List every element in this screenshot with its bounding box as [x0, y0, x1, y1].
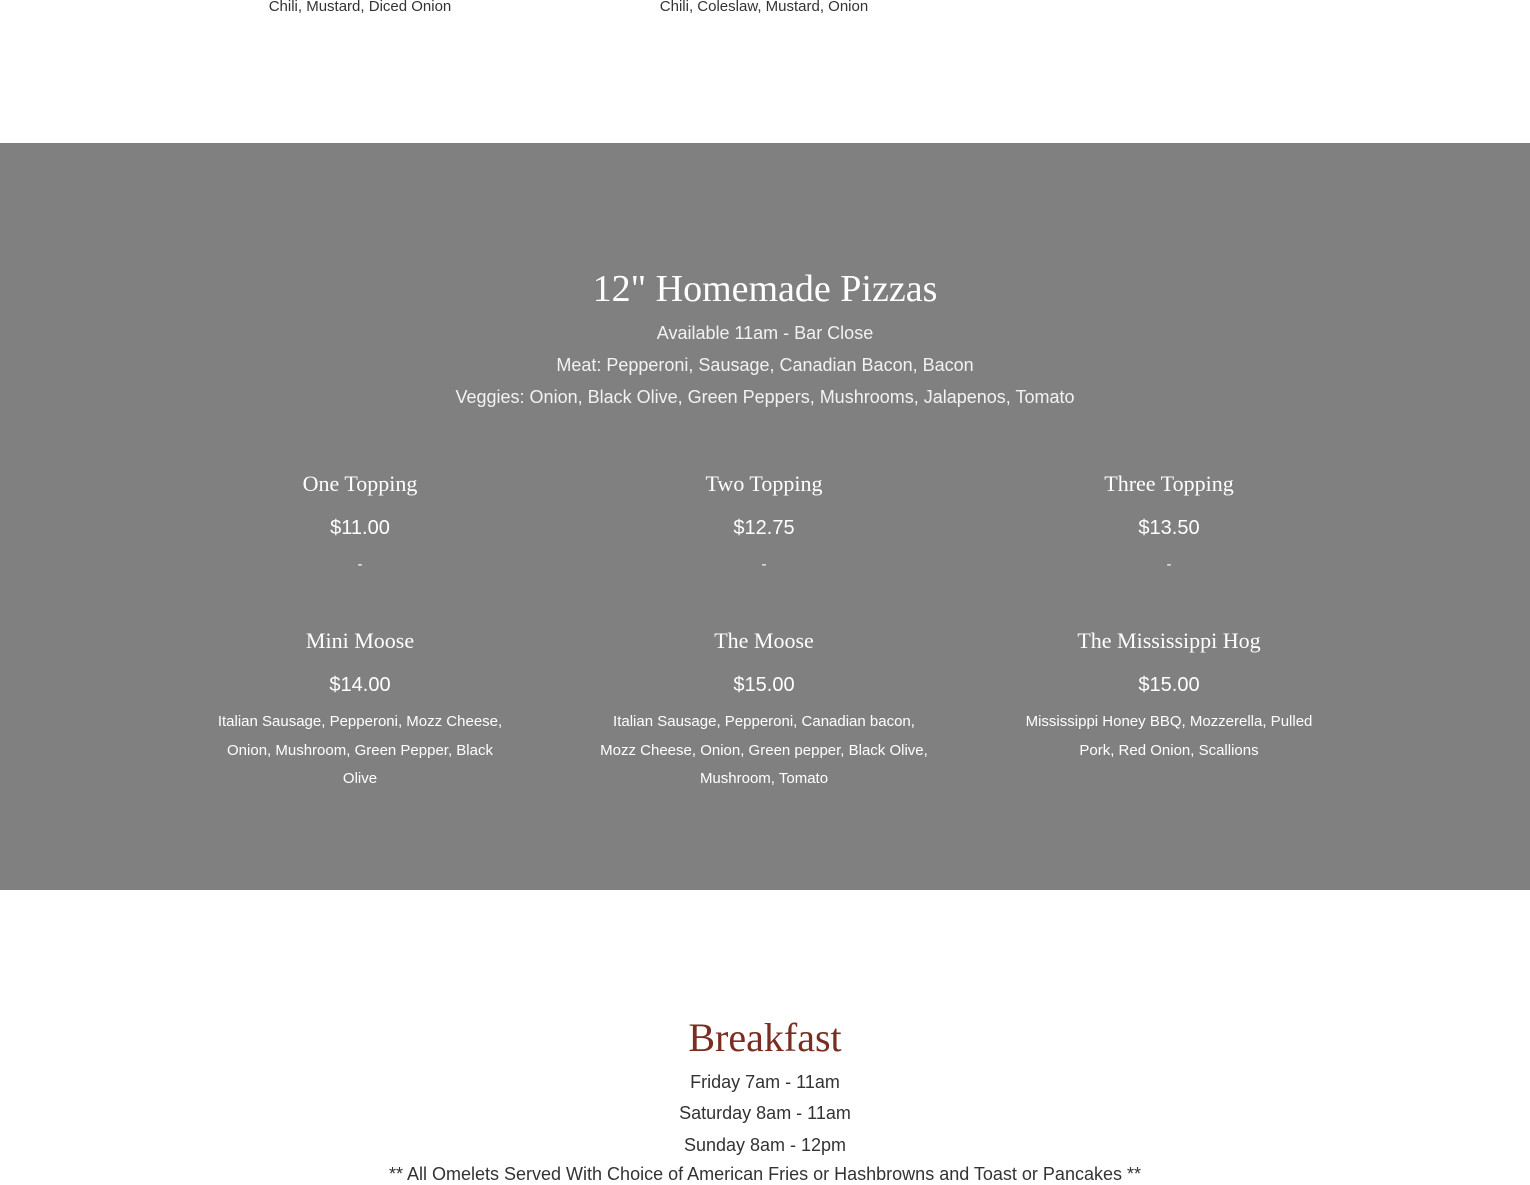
menu-item-description: - [357, 556, 363, 573]
menu-item [210, 626, 510, 794]
menu-item-price: $12.75 [733, 517, 795, 539]
menu-item-description: Chili, Coleslaw, Mustard, Onion [659, 0, 869, 15]
menu-item-name: The Moose [714, 628, 814, 653]
menu-item [614, 469, 914, 580]
menu-item-name: Two Topping [705, 471, 823, 496]
menu-item-description: - [761, 556, 767, 573]
menu-item-price: $14.00 [329, 674, 391, 696]
menu-item-name: Mini Moose [305, 628, 415, 653]
menu-item-price: $13.50 [1138, 517, 1200, 539]
breakfast-section [0, 890, 1530, 1184]
breakfast-note: ** All Omelets Served With Choice of American Fries or Hashbrowns and Toast or Pancakes ** [388, 1164, 1141, 1184]
hours-saturday: Saturday 8am - 11am [679, 1103, 851, 1123]
menu-item [599, 626, 929, 794]
menu-item-name: The Mississippi Hog [1077, 628, 1261, 653]
previous-menu-section [0, 0, 1530, 143]
menu-item-description: Italian Sausage, Pepperoni, Canadian bacon, Mozz Cheese, Onion, Green pepper, Black Olive, Mushroom, Tomato [600, 713, 928, 787]
section-title: 12" Homemade Pizzas [592, 268, 938, 310]
menu-item-description: - [1166, 556, 1172, 573]
hours-sunday: Sunday 8am - 12pm [683, 1135, 847, 1155]
menu-item-description: Italian Sausage, Pepperoni, Mozz Cheese, Onion, Mushroom, Green Pepper, Black Olive [217, 713, 503, 787]
menu-item-name: One Topping [302, 471, 418, 496]
menu-item-price: $15.00 [733, 674, 795, 696]
menu-item-description: Chili, Mustard, Diced Onion [268, 0, 452, 15]
meat-toppings-text: Meat: Pepperoni, Sausage, Canadian Bacon, Bacon [556, 355, 974, 375]
availability-text: Available 11am - Bar Close [656, 323, 874, 343]
menu-item-price: $15.00 [1138, 674, 1200, 696]
menu-item-description: Mississippi Honey BBQ, Mozzerella, Pulled Pork, Red Onion, Scallions [1025, 713, 1313, 759]
menu-item-price: $11.00 [330, 517, 390, 539]
pizza-section [0, 143, 1530, 890]
hours-friday: Friday 7am - 11am [690, 1072, 840, 1092]
menu-item-name: Three Topping [1104, 471, 1234, 496]
veggie-toppings-text: Veggies: Onion, Black Olive, Green Peppers, Mushrooms, Jalapenos, Tomato [455, 387, 1075, 407]
section-title: Breakfast [688, 1015, 842, 1060]
menu-item [1019, 626, 1319, 765]
menu-item [1019, 469, 1319, 580]
menu-item [210, 469, 510, 580]
